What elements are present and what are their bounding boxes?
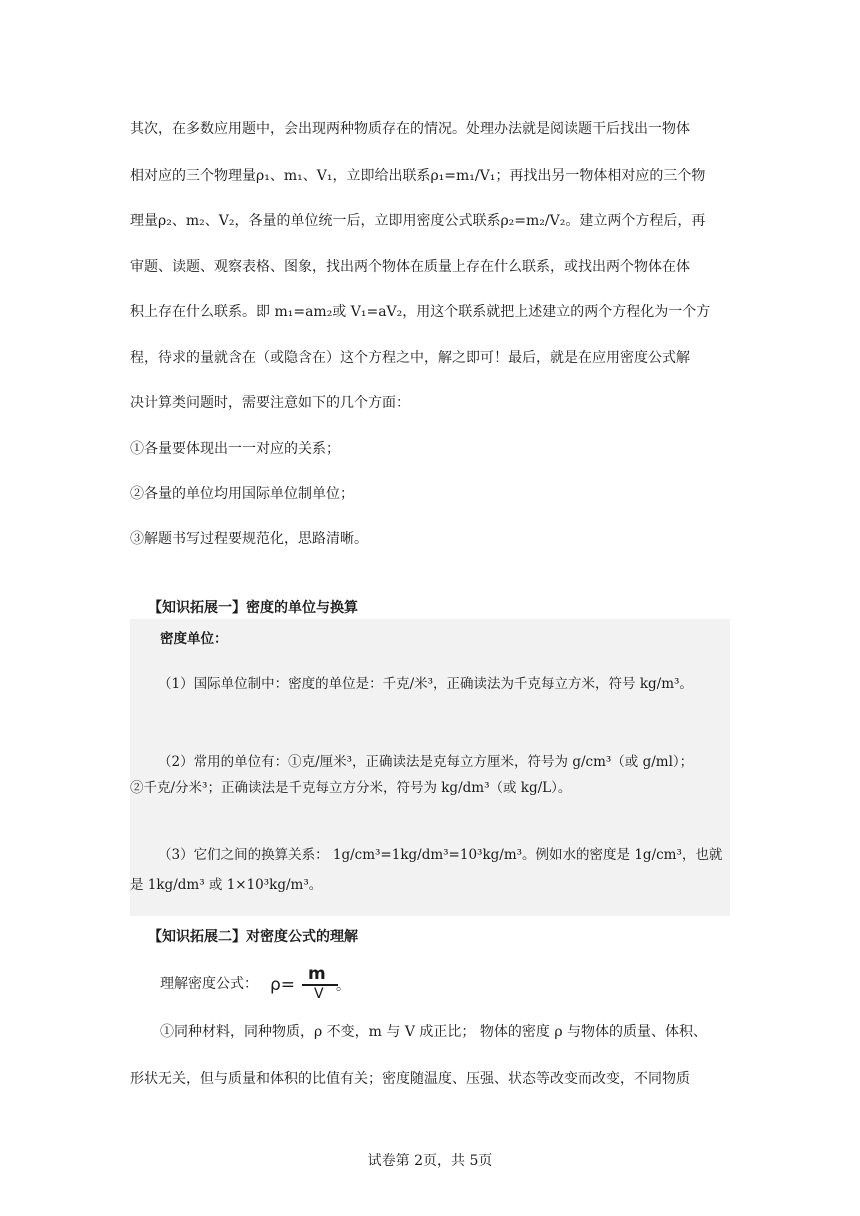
box-line: （1）国际单位制中：密度的单位是：千克/米³，正确读法为千克每立方米，符号 kg/m³。 <box>158 676 693 692</box>
box-line: （3）它们之间的换算关系： 1g/cm³=1kg/dm³=10³kg/m³。例如水的密度是 1g/cm³，也就 <box>158 847 723 863</box>
formula-denominator: V <box>314 986 324 1002</box>
body-line: 程，待求的量就含在（或隐含在）这个方程之中，解之即可！最后，就是在应用密度公式解 <box>130 350 690 366</box>
page-footer: 试卷第 2页，共 5页 <box>367 1153 493 1169</box>
body-line: 决计算类问题时，需要注意如下的几个方面： <box>130 395 410 411</box>
box-line: ②千克/分米³；正确读法是千克每立方分米，符号为 kg/dm³（或 kg/L）。 <box>130 780 572 796</box>
body-line: 积上存在什么联系。即 m₁=am₂或 V₁=aV₂，用这个联系就把上述建立的两个方程化为一个方 <box>130 304 711 320</box>
body-line: 理量ρ₂、m₂、V₂，各量的单位统一后，立即用密度公式联系ρ₂=m₂/V₂。建立两个方程后，再 <box>130 213 706 229</box>
body-line: 审题、读题、观察表格、图象，找出两个物体在质量上存在什么联系，或找出两个物体在体 <box>130 259 690 275</box>
formula-lhs: ρ= <box>270 975 296 995</box>
box-line: （2）常用的单位有：①克/厘米³，正确读法是克每立方厘米，符号为 g/cm³（或 g/ml）； <box>158 754 694 770</box>
units-box <box>130 619 730 916</box>
formula-label: 理解密度公式： <box>160 976 258 992</box>
box-heading: 密度单位： <box>160 631 228 647</box>
body-line: 相对应的三个物理量ρ₁、m₁、V₁，立即给出联系ρ₁=m₁/V₁；再找出另一物体相对应的三个物 <box>130 168 706 184</box>
formula-numerator: m <box>308 964 326 984</box>
bottom-line: 形状无关，但与质量和体积的比值有关；密度随温度、压强、状态等改变而改变，不同物质 <box>130 1071 690 1087</box>
section-title-ext1: 【知识拓展一】密度的单位与换算 <box>148 600 358 616</box>
body-line: 其次，在多数应用题中，会出现两种物质存在的情况。处理办法就是阅读题干后找出一物体 <box>130 121 690 137</box>
point-item: ①各量要体现出一一对应的关系； <box>130 441 340 457</box>
point-item: ②各量的单位均用国际单位制单位； <box>130 486 354 502</box>
formula-tail: 。 <box>336 978 350 994</box>
point-item: ③解题书写过程要规范化，思路清晰。 <box>130 531 368 547</box>
box-line: 是 1kg/dm³ 或 1×10³kg/m³。 <box>130 877 323 893</box>
bottom-line: ①同种材料，同种物质，ρ 不变，m 与 V 成正比； 物体的密度 ρ 与物体的质量、体积、 <box>160 1024 707 1040</box>
section-title-ext2: 【知识拓展二】对密度公式的理解 <box>148 929 358 945</box>
density-formula <box>270 965 360 1005</box>
